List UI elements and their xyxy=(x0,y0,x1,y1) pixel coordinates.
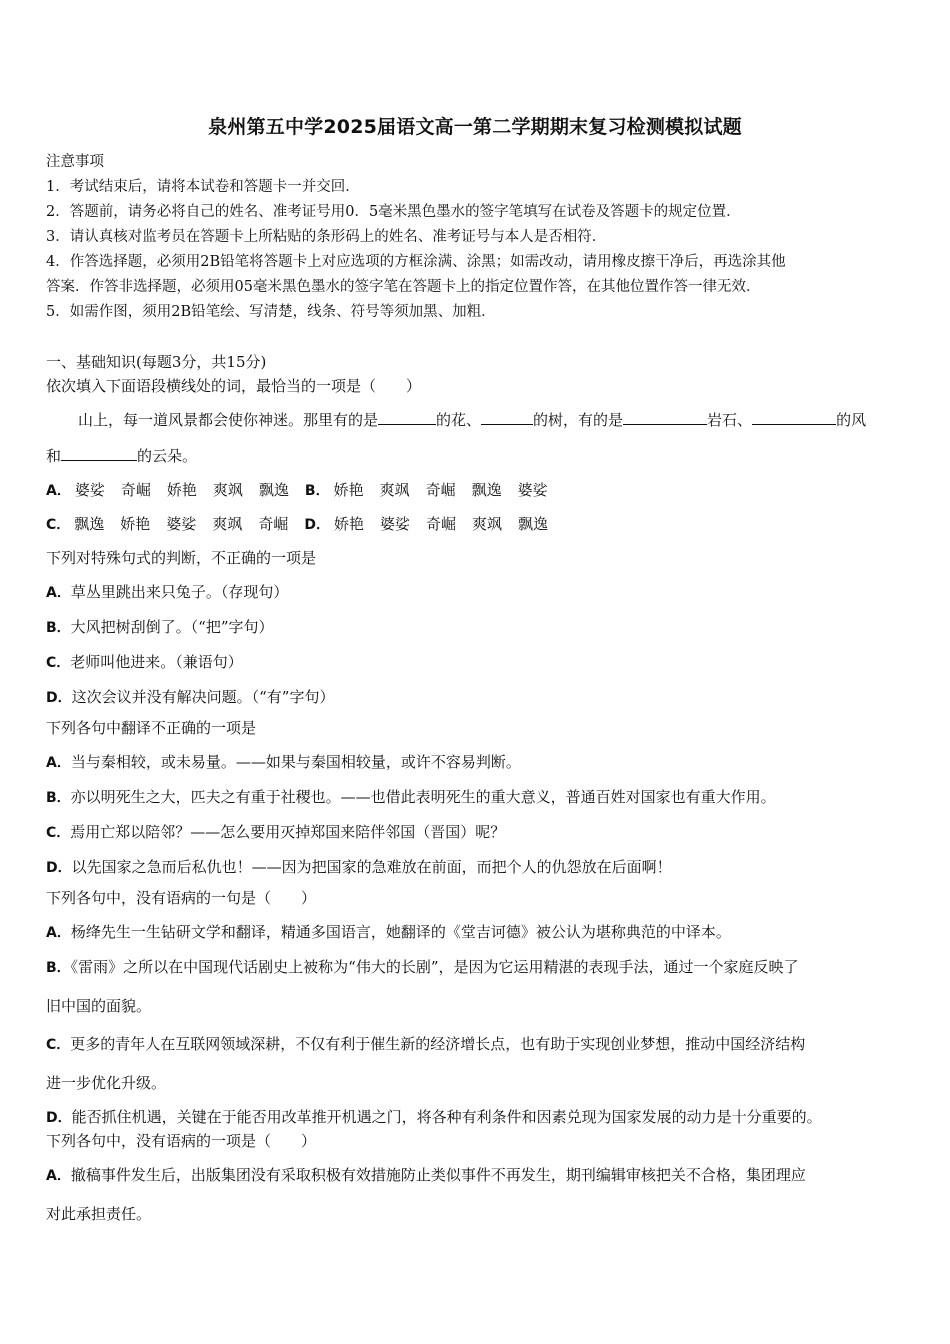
option-label-b[interactable]: B． xyxy=(304,483,330,499)
option-word: 爽飒 xyxy=(472,515,503,533)
question-1-options-row-2 xyxy=(46,512,916,537)
notice-item: 3．请认真核对监考员在答题卡上所粘贴的条形码上的姓名、准考证号与本人是否相符． xyxy=(46,229,607,245)
option-a[interactable]: A．杨绛先生一生钻研文学和翻译，精通多国语言，她翻译的《堂吉诃德》被公认为堪称典范的中译本。 xyxy=(46,923,731,941)
option-word: 奇崛 xyxy=(120,481,151,499)
option-word: 奇崛 xyxy=(426,515,457,533)
option-b[interactable]: B．亦以明死生之大，匹夫之有重于社稷也。——也借此表明死生的重大意义，普通百姓对国家也有重大作用。 xyxy=(46,788,776,806)
option-word: 娇艳 xyxy=(333,481,364,499)
option-b[interactable]: B．大风把树刮倒了。（“把”字句） xyxy=(46,618,274,636)
question-stem: 下列各句中，没有语病的一句是（ ） xyxy=(46,889,317,907)
question-stem: 下列各句中翻译不正确的一项是 xyxy=(46,719,257,737)
option-d[interactable]: D．能否抓住机遇，关键在于能否用改革推开机遇之门，将各种有利条件和因素兑现为国家发展的动力是十分重要的。 xyxy=(46,1108,822,1126)
notice-item: 答案．作答非选择题，必须用05毫米黑色墨水的签字笔在答题卡上的指定位置作答，在其他位置作答一律无效． xyxy=(46,279,761,295)
option-word: 婆娑 xyxy=(380,515,411,533)
option-b[interactable]: B．《雷雨》之所以在中国现代话剧史上被称为“伟大的长剧”，是因为它运用精湛的表现手法，通过一个家庭反映了 xyxy=(46,958,799,976)
passage-text: 的花、 xyxy=(436,411,482,429)
option-word: 爽飒 xyxy=(379,481,410,499)
option-label-c[interactable]: C． xyxy=(46,517,71,533)
question-1-options-row-1 xyxy=(46,478,916,503)
option-c-continued: 进一步优化升级。 xyxy=(46,1074,167,1092)
page-title: 泉州第五中学2025届语文高一第二学期期末复习检测模拟试题 xyxy=(208,116,742,138)
fill-blank[interactable] xyxy=(61,446,137,461)
option-word: 飘逸 xyxy=(74,515,105,533)
option-c[interactable]: C．焉用亡郑以陪邻？——怎么要用灭掉郑国来陪伴邻国（晋国）呢？ xyxy=(46,823,506,841)
option-a-continued: 对此承担责任。 xyxy=(46,1205,152,1223)
question-stem: 下列对特殊句式的判断，不正确的一项是 xyxy=(46,549,317,567)
option-word: 奇崛 xyxy=(258,515,289,533)
option-word: 爽飒 xyxy=(212,515,243,533)
option-word: 奇崛 xyxy=(425,481,456,499)
option-word: 婆娑 xyxy=(517,481,548,499)
question-stem: 依次填入下面语段横线处的词，最恰当的一项是（ ） xyxy=(46,377,422,395)
option-word: 爽飒 xyxy=(212,481,243,499)
section-heading: 一、基础知识(每题3分，共15分) xyxy=(46,353,267,371)
option-c[interactable]: C．更多的青年人在互联网领域深耕，不仅有利于催生新的经济增长点，也有助于实现创业梦想，推动中国经济结构 xyxy=(46,1035,806,1053)
option-b-continued: 旧中国的面貌。 xyxy=(46,997,152,1015)
option-a[interactable]: A．当与秦相较，或未易量。——如果与秦国相较量，或许不容易判断。 xyxy=(46,753,521,771)
passage-text: 岩石、 xyxy=(707,411,753,429)
option-label-d[interactable]: D． xyxy=(304,517,330,533)
option-c[interactable]: C．老师叫他进来。（兼语句） xyxy=(46,653,243,671)
notice-item: 4．作答选择题，必须用2B铅笔将答题卡上对应选项的方框涂满、涂黑；如需改动，请用橡皮擦干净后，再选涂其他 xyxy=(46,254,786,270)
option-word: 婆娑 xyxy=(74,481,105,499)
fill-blank[interactable] xyxy=(481,410,533,425)
passage-text: 和 xyxy=(46,447,62,465)
question-1-passage xyxy=(46,405,916,471)
fill-blank[interactable] xyxy=(623,410,707,425)
option-word: 娇艳 xyxy=(120,515,151,533)
option-word: 婆娑 xyxy=(166,515,197,533)
option-d[interactable]: D．这次会议并没有解决问题。（“有”字句） xyxy=(46,688,335,706)
option-word: 飘逸 xyxy=(518,515,549,533)
passage-text: 的云朵。 xyxy=(137,447,198,465)
option-a[interactable]: A．草丛里跳出来只兔子。（存现句） xyxy=(46,583,289,601)
question-stem: 下列各句中，没有语病的一项是（ ） xyxy=(46,1132,317,1150)
question-5 xyxy=(46,1129,916,1226)
question-2 xyxy=(46,546,916,710)
notice-block xyxy=(46,150,916,325)
option-a[interactable]: A．撤稿事件发生后，出版集团没有采取积极有效措施防止类似事件不再发生，期刊编辑审核把关不合格，集团理应 xyxy=(46,1166,806,1184)
passage-text: 山上，每一道风景都会使你神迷。那里有的是 xyxy=(78,411,379,429)
passage-text: 的树，有的是 xyxy=(533,411,624,429)
option-word: 娇艳 xyxy=(166,481,197,499)
notice-heading: 注意事项 xyxy=(46,154,104,170)
section-basic-knowledge xyxy=(46,350,916,398)
option-d[interactable]: D．以先国家之急而后私仇也！——因为把国家的急难放在前面，而把个人的仇怨放在后面啊！ xyxy=(46,858,672,876)
question-3 xyxy=(46,716,916,880)
option-word: 娇艳 xyxy=(333,515,364,533)
passage-text: 的风 xyxy=(836,411,867,429)
notice-item: 1．考试结束后，请将本试卷和答题卡一并交回． xyxy=(46,179,360,195)
fill-blank[interactable] xyxy=(378,410,436,425)
option-label-a[interactable]: A． xyxy=(46,483,71,499)
option-word: 飘逸 xyxy=(471,481,502,499)
question-4 xyxy=(46,886,916,1130)
notice-item: 5．如需作图，须用2B铅笔绘、写清楚，线条、符号等须加黑、加粗． xyxy=(46,304,496,320)
fill-blank[interactable] xyxy=(752,410,836,425)
option-word: 飘逸 xyxy=(258,481,289,499)
notice-item: 2．答题前，请务必将自己的姓名、准考证号用0．5毫米黑色墨水的签字笔填写在试卷及答题卡的规定位置． xyxy=(46,204,741,220)
